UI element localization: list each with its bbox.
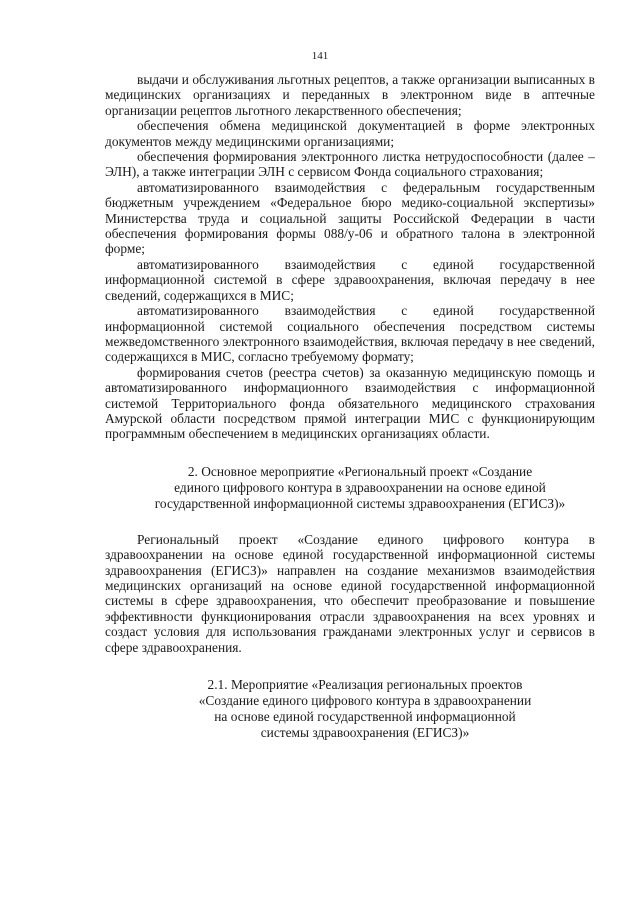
paragraph: автоматизированного взаимодействия с федеральным государственным бюджетным учреждением «Федеральное бюро медико-социальной экспертизы» Министерства труда и социальной защиты Российской Федерации в части обеспечения формирования формы 088/у-06 и обратного талона в электронной форме; [105,179,595,257]
paragraph: формирования счетов (реестра счетов) за оказанную медицинскую помощь и автоматизированного информационного взаимодействия с информационной системой Территориального фонда обязательного медицинского страхования Амурской области посредством прямой интеграции МИС с функционирующим программным обеспечением в медицинских организациях области. [105,364,595,442]
paragraph: обеспечения формирования электронного листка нетрудоспособности (далее – ЭЛН), а также интеграции ЭЛН с сервисом Фонда социального страхования; [105,149,595,180]
section-heading-2-1 [105,677,595,741]
heading-line: единого цифрового контура в здравоохранении на основе единой [174,479,546,495]
heading-line: «Создание единого цифрового контура в здравоохранении [198,693,532,708]
paragraph: автоматизированного взаимодействия с единой государственной информационной системой социального обеспечения посредством системы межведомственного электронного взаимодействия, включая передачу в нее сведений, содержащихся в МИС, согласно требуемому формату; [105,303,595,365]
heading-line: 2. Основное мероприятие «Региональный проект «Создание [187,463,533,479]
document-body [105,72,595,741]
heading-line: на основе единой государственной информационной [214,709,516,724]
paragraph: выдачи и обслуживания льготных рецептов, а также организации выписанных в медицинских организациях и переданных в электронном виде в аптечные организации рецептов льготного лекарственного обеспечения; [105,72,595,118]
heading-line: системы здравоохранения (ЕГИСЗ)» [260,725,470,740]
paragraph: обеспечения обмена медицинской документацией в форме электронных документов между медицинскими организациями; [105,118,595,149]
paragraph: Региональный проект «Создание единого цифрового контура в здравоохранении на основе единой государственной информационной системы здравоохранения (ЕГИСЗ)» направлен на создание механизмов взаимодействия медицинских организаций на основе единой государственной информационной системы в сфере здравоохранения, что обеспечит преобразование и повышение эффективности функционирования отрасли здравоохранения на всех уровнях и создаст условия для использования гражданами электронных услуг и сервисов в сфере здравоохранения. [105,531,595,655]
paragraph: автоматизированного взаимодействия с единой государственной информационной системой в сфере здравоохранения, включая передачу в нее сведений, содержащихся в МИС; [105,256,595,303]
heading-line: 2.1. Мероприятие «Реализация региональных проектов [207,677,523,692]
page-number: 141 [311,50,329,62]
heading-line: государственной информационной системы здравоохранения (ЕГИСЗ)» [154,495,566,511]
section-heading-2 [105,464,595,512]
